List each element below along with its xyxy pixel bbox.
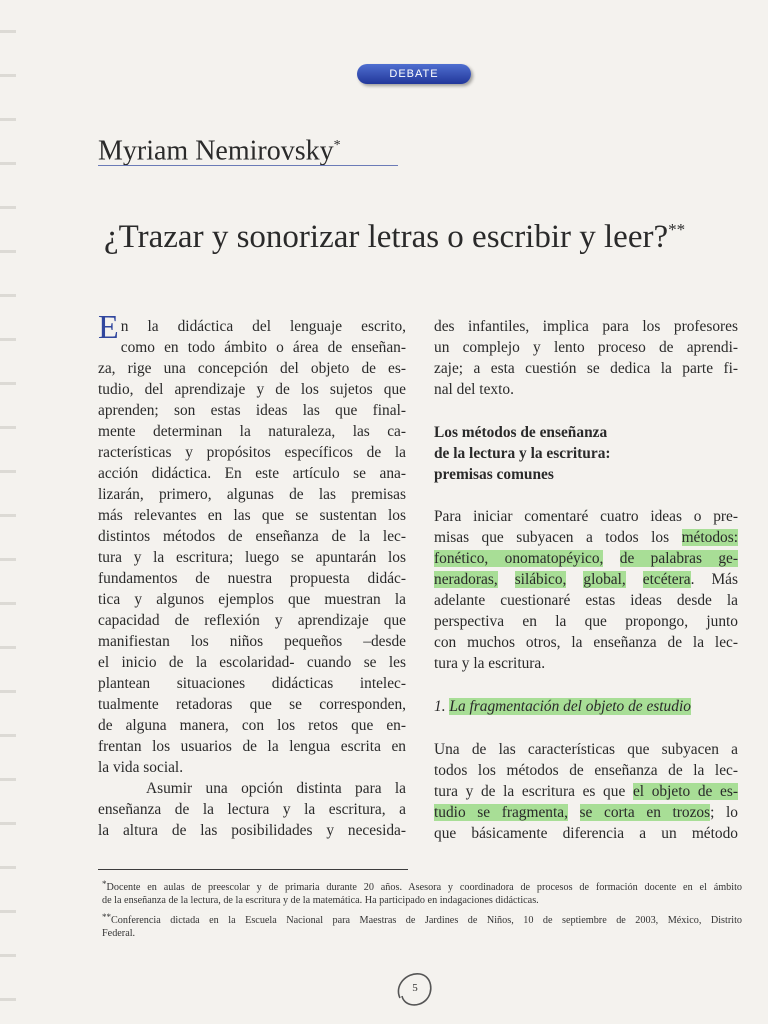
title-footnote-mark: ** [668, 220, 686, 239]
text-segment [498, 571, 515, 588]
footnotes [102, 878, 742, 944]
text-line: capacidad de reflexión y aprendizaje que [98, 612, 406, 629]
author-footnote-mark: * [333, 138, 341, 153]
highlighted-text: métodos: [681, 529, 738, 546]
text-line: n la didáctica del lenguaje escrito, [120, 318, 406, 335]
section-heading [434, 422, 738, 485]
intro-continuation [434, 316, 738, 400]
text-segment: . Más [690, 571, 738, 588]
left-column [98, 309, 406, 841]
text-segment [626, 571, 643, 588]
section-badge: DEBATE [357, 64, 471, 84]
highlighted-text: global, [583, 571, 626, 588]
text-line: racterísticas y propósitos específicos de la [98, 444, 406, 461]
text-line [434, 548, 738, 569]
footnote-text: Conferencia dictada en la Escuela Nacional para Maestras de Jardines de Niños, 10 de septiembre de 2003, México, Distrito [111, 915, 742, 926]
text-line: lizarán, primero, algunas de las premisas [98, 486, 406, 503]
highlighted-text: se corta en trozos [579, 804, 711, 821]
text-line: todos los métodos de enseñanza de la lec- [434, 762, 738, 779]
subsection-heading [434, 696, 738, 717]
text-line: za, rige una concepción del objeto de es- [98, 360, 406, 377]
premises-paragraph [434, 506, 738, 674]
text-line: acción didáctica. En este artículo se ana- [98, 465, 406, 482]
footnote-line: Federal. [102, 928, 136, 939]
footnote-mark: ** [102, 912, 111, 922]
text-line: des infantiles, implica para los profesores [434, 318, 738, 335]
text-segment: tura y de la escritura es que [434, 783, 633, 800]
text-line [434, 802, 738, 823]
highlighted-text: silábico, [514, 571, 567, 588]
text-line: como en todo ámbito o área de enseñan- [120, 339, 406, 356]
text-line: tualmente retadoras que se corresponden, [98, 696, 406, 713]
binding-holes [0, 0, 16, 1024]
page-number: 5 [412, 982, 418, 994]
footnote-rule [98, 869, 408, 870]
fragmentation-paragraph [434, 739, 738, 844]
highlighted-text: de palabras ge- [619, 550, 738, 567]
text-line: la vida social. [98, 759, 184, 776]
text-line: manifiestan los niños pequeños –desde [98, 633, 406, 650]
text-line: que básicamente diferencia a un método [434, 825, 738, 842]
text-line [434, 781, 738, 802]
text-line: un complejo y lento proceso de aprendi- [434, 339, 738, 356]
title-text: ¿Trazar y sonorizar letras o escribir y leer? [104, 219, 669, 255]
highlighted-text: etcétera [642, 571, 691, 588]
text-segment [603, 550, 619, 567]
text-line: Para iniciar comentaré cuatro ideas o pre- [434, 508, 738, 525]
footnote-line: de la enseñanza de la lectura, de la escritura y de la matemática. Ha participado en indagaciones didácticas. [102, 895, 539, 906]
highlighted-text: La fragmentación del objeto de estudio [449, 698, 691, 715]
text-line: con muchos otros, la enseñanza de la lec- [434, 634, 738, 651]
footnote-line [102, 878, 742, 894]
text-line: el inicio de la escolaridad- cuando se les [98, 654, 406, 671]
text-line: zaje; a esta cuestión se dedica la parte fi- [434, 360, 738, 377]
footnote-mark: * [102, 879, 107, 889]
right-column [434, 316, 738, 844]
text-segment [566, 571, 583, 588]
text-line: Una de las características que subyacen a [434, 741, 738, 758]
text-line: tudio, del aprendizaje y de los sujetos que [98, 381, 406, 398]
text-line: adelante cuestionaré estas ideas desde la [434, 592, 738, 609]
text-line: más relevantes en las que se sustentan los [98, 507, 406, 524]
author-underline [98, 165, 398, 166]
text-line: plantean situaciones didácticas intelec- [98, 675, 406, 692]
text-line [434, 569, 738, 590]
footnote [102, 911, 742, 940]
text-segment [568, 804, 580, 821]
highlighted-text: tudio se fragmenta, [434, 804, 568, 821]
highlighted-text: fonético, onomatopéyico, [434, 550, 604, 567]
footnote [102, 878, 742, 907]
text-line: tica y algunos ejemplos que muestran la [98, 591, 406, 608]
text-line [434, 527, 738, 548]
text-line: distintos métodos de enseñanza de la lec- [98, 528, 406, 545]
heading-line: Los métodos de enseñanza [434, 424, 608, 441]
highlighted-text: neradoras, [434, 571, 498, 588]
heading-line: de la lectura y la escritura: [434, 445, 611, 462]
text-line: enseñanza de la lectura y la escritura, a [98, 801, 406, 818]
text-segment: ; lo [710, 804, 738, 821]
text-line: frentan los usuarios de la lengua escrita en [98, 738, 406, 755]
author-text: Myriam Nemirovsky [98, 135, 334, 167]
subsection-number: 1. [434, 698, 446, 715]
text-line: fundamentos de nuestra propuesta didác- [98, 570, 406, 587]
text-line: aprenden; son estas ideas las que final- [98, 402, 406, 419]
text-line: nal del texto. [434, 381, 514, 398]
text-line: la altura de las posibilidades y necesida- [98, 822, 406, 839]
text-line: tura y la escritura; luego se apuntarán los [98, 549, 406, 566]
text-line: de alguna manera, con los retos que en- [98, 717, 406, 734]
text-line: mente determinan la naturaleza, las ca- [98, 423, 406, 440]
text-segment: misas que subyacen a todos los [434, 529, 682, 546]
article-title [104, 205, 744, 262]
heading-line: premisas comunes [434, 466, 554, 483]
footnote-line [102, 911, 742, 927]
drop-cap: E [98, 309, 119, 346]
text-line: tura y la escritura. [434, 655, 546, 672]
text-line: Asumir una opción distinta para la [146, 780, 406, 797]
footnote-text: Docente en aulas de preescolar y de primaria durante 20 años. Asesora y coordinadora de procesos de formación docente en el ámbito [106, 882, 742, 893]
text-line: perspectiva en la que propongo, junto [434, 613, 738, 630]
highlighted-text: el objeto de es- [632, 783, 739, 800]
